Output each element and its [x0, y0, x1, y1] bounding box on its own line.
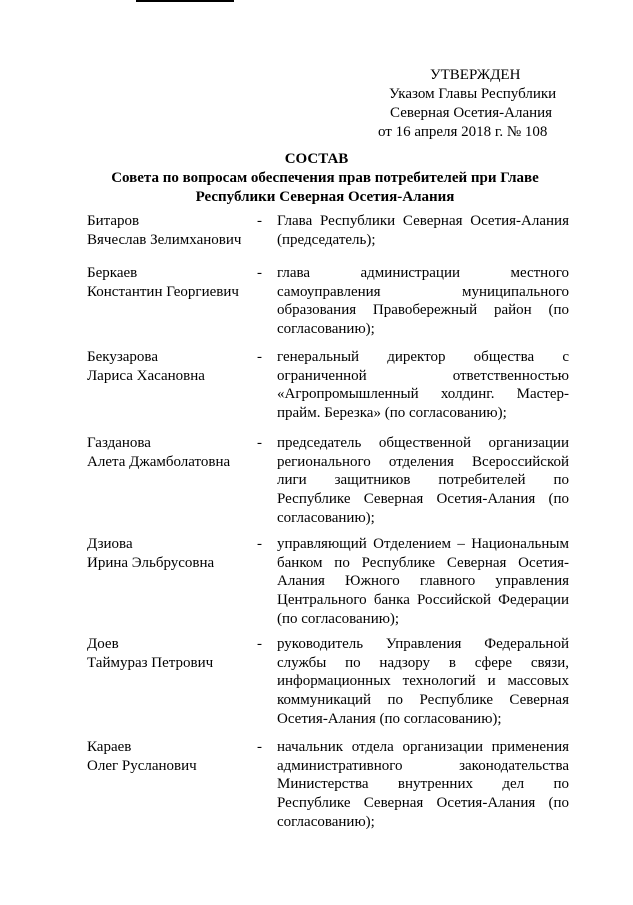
document-subtitle: Совета по вопросам обеспечения прав потребителей при Главе Республики Северная Осетия-Алания: [111, 170, 539, 205]
role-line: (по согласованию);: [277, 610, 400, 627]
member-surname: Битаров: [87, 213, 140, 229]
member-dash: -: [257, 636, 262, 652]
member-role: [277, 264, 569, 339]
document-title: СОСТАВ: [284, 151, 349, 167]
member-given-names: Вячеслав Зелимханович: [87, 231, 242, 248]
role-line: согласованию);: [277, 321, 375, 338]
member-surname: Беркаев: [87, 265, 138, 281]
role-line: коммуникаций по Республике Северная: [277, 692, 569, 709]
role-line: согласованию);: [277, 813, 375, 830]
member-name: [87, 635, 257, 672]
role-line: банком по Республике Северная Осетия-: [277, 554, 569, 571]
role-line: самоуправления муниципального: [277, 283, 569, 300]
role-line: «Агропромышленный холдинг. Мастер-: [277, 386, 569, 403]
role-line: регионального отделения Всероссийской: [277, 453, 569, 470]
member-name: [87, 434, 257, 471]
member-dash: -: [257, 739, 262, 755]
member-name: [87, 348, 257, 385]
member-name: [87, 535, 257, 572]
member-name: [87, 264, 257, 301]
role-line: Республике Северная Осетия-Алания (по: [277, 491, 569, 508]
member-role: [277, 348, 569, 423]
approval-block: [372, 66, 612, 142]
role-line: генеральный директор общества с: [277, 349, 569, 365]
member-name: [87, 738, 257, 775]
member-given-names: Алета Джамболатовна: [87, 453, 231, 470]
top-rule: [136, 0, 234, 2]
role-line: лиги защитников потребителей по: [277, 472, 569, 489]
member-role: [277, 212, 569, 249]
member-role: [277, 738, 569, 831]
role-line: согласованию);: [277, 509, 375, 526]
role-line: руководитель Управления Федеральной: [277, 636, 569, 652]
member-role: [277, 434, 569, 527]
role-line: Республике Северная Осетия-Алания (по: [277, 795, 569, 812]
member-given-names: Таймураз Петрович: [87, 654, 214, 671]
role-line: образования Правобережный район (по: [277, 302, 569, 319]
role-line: глава администрации местного: [277, 265, 569, 281]
member-dash: -: [257, 265, 262, 281]
member-given-names: Ирина Эльбрусовна: [87, 554, 215, 571]
member-role: [277, 535, 569, 628]
role-line: прайм. Березка» (по согласованию);: [277, 405, 507, 422]
role-line: Глава Республики Северная Осетия-Алания: [277, 213, 569, 229]
approval-title: УТВЕРЖДЕН: [430, 67, 521, 83]
member-dash: -: [257, 213, 262, 229]
member-surname: Бекузарова: [87, 349, 158, 365]
role-line: Центрального банка Российской Федерации: [277, 592, 569, 609]
member-surname: Газданова: [87, 435, 151, 451]
member-surname: Дзиова: [87, 536, 133, 552]
member-surname: Караев: [87, 739, 132, 755]
member-name: [87, 212, 257, 249]
role-line: Осетия-Алания (по согласованию);: [277, 710, 502, 727]
member-given-names: Лариса Хасановна: [87, 367, 205, 384]
member-given-names: Константин Георгиевич: [87, 283, 239, 300]
role-line: ограниченной ответственностью: [277, 367, 569, 384]
approval-region: Северная Осетия-Алания: [390, 105, 553, 121]
role-line: начальник отдела организации применения: [277, 739, 569, 755]
role-line: информационных технологий и массовых: [277, 673, 569, 690]
role-line: управляющий Отделением – Национальным: [277, 536, 569, 552]
role-line: (председатель);: [277, 231, 376, 248]
role-line: Алания Южного главного управления: [277, 573, 569, 590]
member-dash: -: [257, 349, 262, 365]
role-line: административного законодательства: [277, 757, 569, 774]
approval-date-number: от 16 апреля 2018 г. № 108: [378, 124, 548, 140]
member-surname: Доев: [87, 636, 119, 652]
member-dash: -: [257, 536, 262, 552]
member-given-names: Олег Русланович: [87, 757, 197, 774]
role-line: председатель общественной организации: [277, 435, 569, 451]
role-line: службы по надзору в сфере связи,: [277, 654, 569, 671]
role-line: Министерства внутренних дел по: [277, 776, 569, 793]
member-dash: -: [257, 435, 262, 451]
approval-decree: Указом Главы Республики: [389, 86, 557, 102]
member-role: [277, 635, 569, 728]
